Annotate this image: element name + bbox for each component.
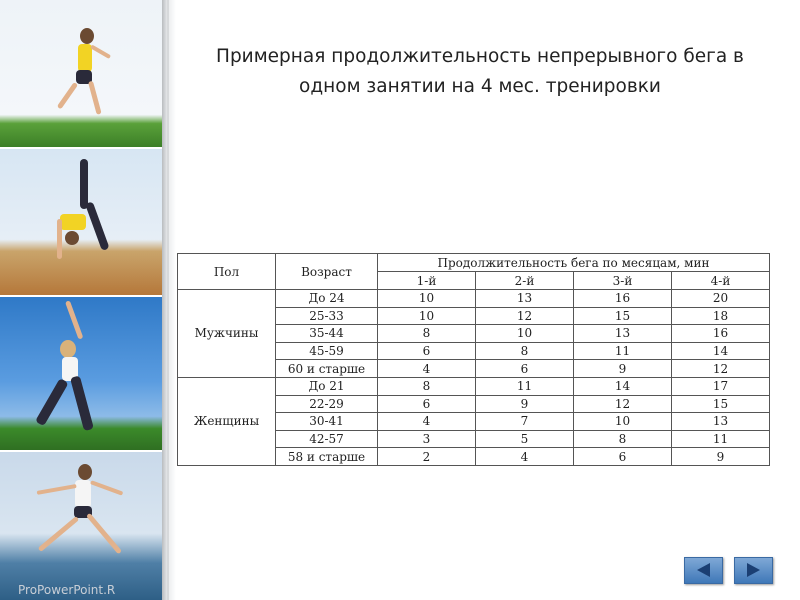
header-month-2: 2-й [476, 272, 574, 290]
age-cell: До 21 [276, 377, 378, 395]
value-cell: 17 [672, 377, 770, 395]
value-cell: 9 [574, 360, 672, 378]
header-month-1: 1-й [378, 272, 476, 290]
value-cell: 7 [476, 413, 574, 431]
value-cell: 14 [574, 377, 672, 395]
arrow-left-icon [697, 563, 710, 577]
slide-title: Примерная продолжительность непрерывного бега в одном занятии на 4 мес. тренировки [216, 46, 744, 97]
cartwheel-photo [0, 149, 162, 295]
value-cell: 8 [476, 342, 574, 360]
header-age: Возраст [276, 254, 378, 290]
value-cell: 4 [378, 413, 476, 431]
value-cell: 2 [378, 448, 476, 466]
next-slide-button[interactable] [734, 557, 773, 584]
value-cell: 12 [476, 307, 574, 325]
value-cell: 6 [574, 448, 672, 466]
value-cell: 13 [476, 290, 574, 308]
value-cell: 9 [672, 448, 770, 466]
value-cell: 6 [476, 360, 574, 378]
age-cell: 42-57 [276, 430, 378, 448]
strip-divider [162, 0, 176, 600]
value-cell: 5 [476, 430, 574, 448]
age-cell: 58 и старше [276, 448, 378, 466]
header-sex: Пол [178, 254, 276, 290]
value-cell: 20 [672, 290, 770, 308]
age-cell: 60 и старше [276, 360, 378, 378]
value-cell: 10 [476, 325, 574, 343]
header-duration: Продолжительность бега по месяцам, мин [378, 254, 770, 272]
header-month-3: 3-й [574, 272, 672, 290]
value-cell: 13 [574, 325, 672, 343]
value-cell: 18 [672, 307, 770, 325]
value-cell: 8 [378, 377, 476, 395]
photo-strip [0, 0, 162, 600]
prev-slide-button[interactable] [684, 557, 723, 584]
value-cell: 4 [378, 360, 476, 378]
value-cell: 15 [672, 395, 770, 413]
value-cell: 12 [574, 395, 672, 413]
value-cell: 10 [378, 307, 476, 325]
value-cell: 16 [672, 325, 770, 343]
age-cell: До 24 [276, 290, 378, 308]
watermark: ProPowerPoint.R [18, 583, 116, 597]
stretch-photo [0, 297, 162, 450]
runner-photo [0, 0, 162, 147]
value-cell: 10 [378, 290, 476, 308]
value-cell: 13 [672, 413, 770, 431]
value-cell: 9 [476, 395, 574, 413]
value-cell: 15 [574, 307, 672, 325]
group-label-men: Мужчины [178, 290, 276, 378]
value-cell: 10 [574, 413, 672, 431]
age-cell: 30-41 [276, 413, 378, 431]
arrow-right-icon [747, 563, 760, 577]
value-cell: 11 [574, 342, 672, 360]
value-cell: 8 [574, 430, 672, 448]
value-cell: 6 [378, 395, 476, 413]
jumper-photo [0, 452, 162, 600]
header-month-4: 4-й [672, 272, 770, 290]
table-row [178, 290, 770, 308]
age-cell: 45-59 [276, 342, 378, 360]
value-cell: 16 [574, 290, 672, 308]
strip-line [167, 0, 169, 600]
age-cell: 22-29 [276, 395, 378, 413]
value-cell: 3 [378, 430, 476, 448]
age-cell: 35-44 [276, 325, 378, 343]
group-label-women: Женщины [178, 377, 276, 465]
value-cell: 11 [476, 377, 574, 395]
value-cell: 4 [476, 448, 574, 466]
table-row [178, 377, 770, 395]
value-cell: 8 [378, 325, 476, 343]
running-duration-table [177, 253, 770, 466]
age-cell: 25-33 [276, 307, 378, 325]
value-cell: 11 [672, 430, 770, 448]
value-cell: 14 [672, 342, 770, 360]
value-cell: 6 [378, 342, 476, 360]
value-cell: 12 [672, 360, 770, 378]
